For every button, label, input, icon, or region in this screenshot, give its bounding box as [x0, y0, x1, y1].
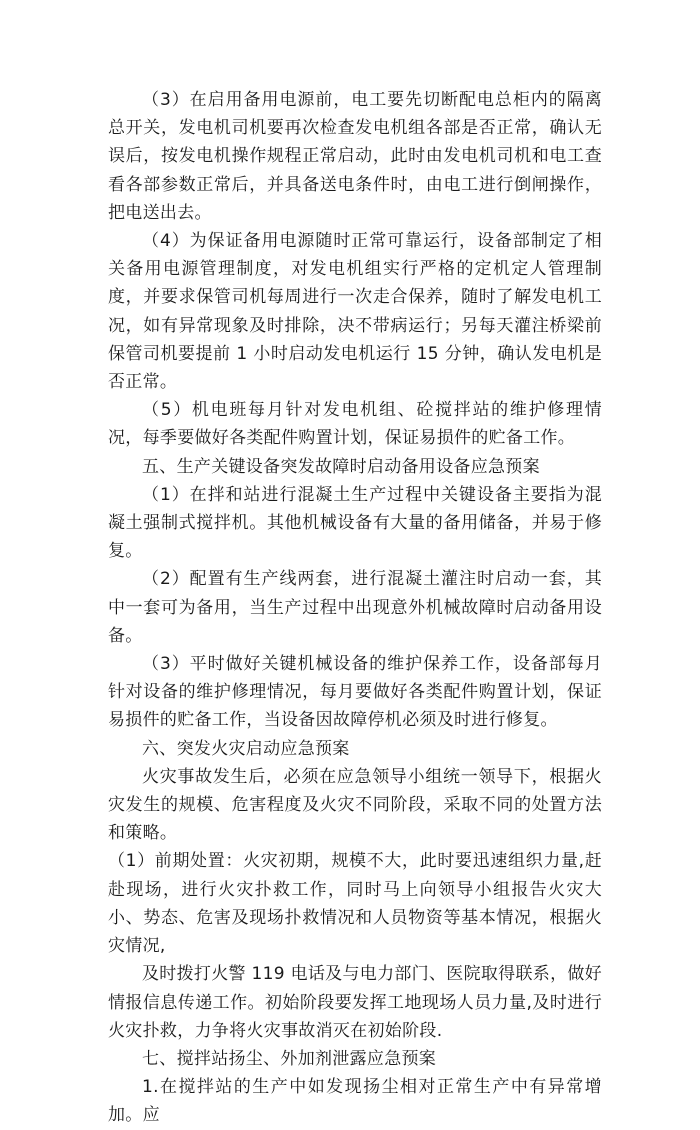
- paragraph-key-equipment-3: （3）平时做好关键机械设备的维护保养工作，设备部每月针对设备的维护修理情况，每月要做好各类配件购置计划，保证易损件的贮备工作，当设备因故障停机必须及时进行修复。: [108, 654, 602, 731]
- paragraph-dust-leak-1: 1.在搅拌站的生产中如发现扬尘相对正常生产中有异常增加。应: [108, 1077, 602, 1126]
- section-heading-7: 七、搅拌站扬尘、外加剂泄露应急预案: [142, 1048, 437, 1069]
- paragraph-fire-alarm: 及时拨打火警 119 电话及与电力部门、医院取得联系，做好情报信息传递工作。初始阶段要发挥工地现场人员力量,及时进行火灾扑救，力争将火灾事故消灭在初始阶段.: [108, 964, 602, 1041]
- document-page: [108, 86, 602, 1130]
- paragraph-5-maintenance-plan: （5）机电班每月针对发电机组、砼搅拌站的维护修理情况，每季要做好各类配件购置计划，保证易损件的贮备工作。: [108, 400, 602, 449]
- section-heading-5: 五、生产关键设备突发故障时启动备用设备应急预案: [142, 456, 540, 477]
- paragraph-4-backup-power-management: （4）为保证备用电源随时正常可靠运行，设备部制定了相关备用电源管理制度，对发电机组实行严格的定机定人管理制度，并要求保管司机每周进行一次走合保养，随时了解发电机工况，如有异常现象及时排除，决不带病运行；另每天灌注桥梁前保管司机要提前 1 小时启动发电机运行 15 分钟，确认发电机是否正常。: [108, 231, 602, 393]
- paragraph-fire-intro: 火灾事故发生后，必须在应急领导小组统一领导下，根据火灾发生的规模、危害程度及火灾不同阶段，采取不同的处置方法和策略。: [108, 766, 602, 844]
- paragraph-key-equipment-2: （2）配置有生产线两套，进行混凝土灌注时启动一套，其中一套可为备用，当生产过程中出现意外机械故障时启动备用设备。: [108, 569, 602, 646]
- paragraph-fire-initial-response: （1）前期处置：火灾初期，规模不大，此时要迅速组织力量,赶赴现场，进行火灾扑救工作，同时马上向领导小组报告火灾大小、势态、危害及现场扑救情况和人员物资等基本情况，根据火灾情况,: [108, 851, 602, 957]
- section-heading-6: 六、突发火灾启动应急预案: [142, 738, 350, 759]
- paragraph-3-backup-power-startup: （3）在启用备用电源前，电工要先切断配电总柜内的隔离总开关，发电机司机要再次检查发电机组各部是否正常，确认无误后，按发电机操作规程正常启动，此时由发电机司机和电工查看各部参数正常后，并具备送电条件时，由电工进行倒闸操作，把电送出去。: [108, 90, 602, 223]
- paragraph-key-equipment-1: （1）在拌和站进行混凝土生产过程中关键设备主要指为混凝土强制式搅拌机。其他机械设备有大量的备用储备，并易于修复。: [108, 484, 602, 562]
